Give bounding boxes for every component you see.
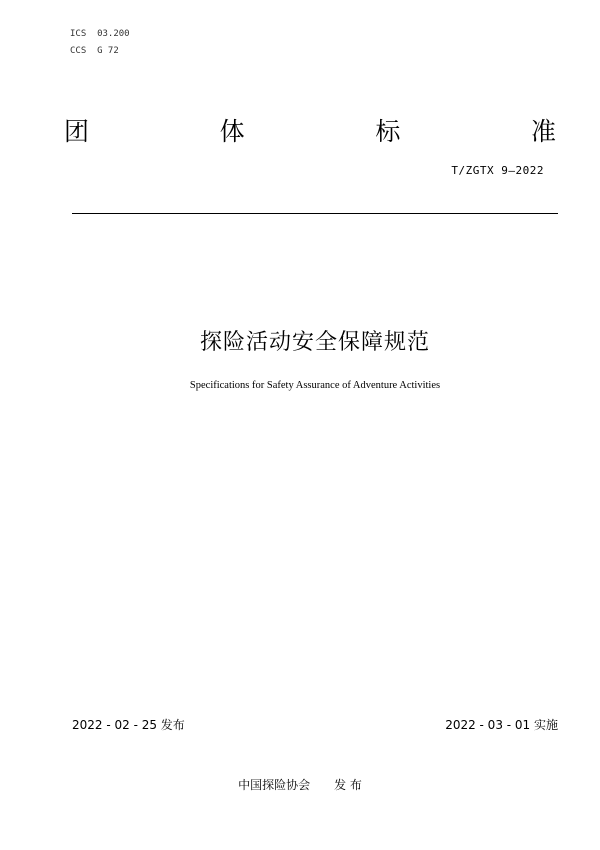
- document-title-chinese: 探险活动安全保障规范: [199, 330, 430, 355]
- implementation-date: 2022 - 03 - 01 实施: [445, 718, 558, 732]
- standard-number: T/ZGTX 9—2022: [451, 164, 544, 177]
- publisher-line: [0, 776, 600, 793]
- classification-codes: [70, 26, 130, 60]
- issue-date: 2022 - 02 - 25 发布: [72, 718, 185, 732]
- publisher-action: 发 布: [334, 778, 362, 792]
- header-divider: [72, 213, 558, 214]
- ics-code: ICS 03.200: [70, 29, 130, 39]
- document-title-english: Specifications for Safety Assurance of Adventure Activities: [189, 380, 441, 391]
- publisher-name: 中国探险协会: [238, 778, 311, 792]
- standard-type-char: 体: [219, 117, 245, 146]
- ccs-code: CCS G 72: [70, 46, 119, 56]
- standard-type-char: 准: [530, 117, 556, 146]
- standard-type-char: 团: [64, 117, 90, 146]
- standard-type-heading: [64, 110, 556, 150]
- standard-type-char: 标: [375, 117, 401, 146]
